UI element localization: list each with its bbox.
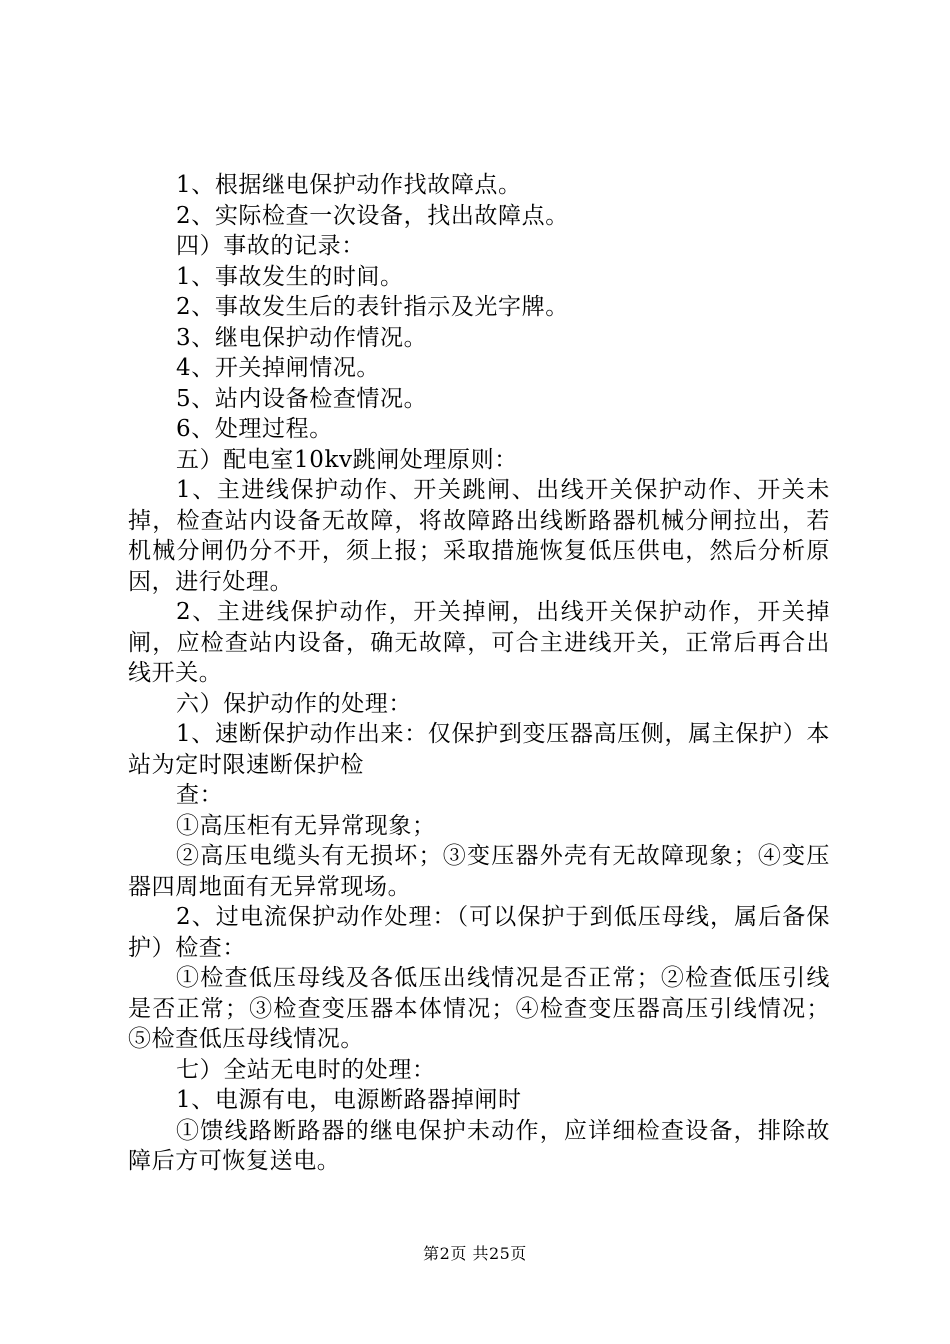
paragraph: 3、继电保护动作情况。: [176, 324, 428, 351]
paragraph: 6、处理过程。: [176, 416, 333, 442]
page-number-label: 第2页 共25页: [423, 1244, 527, 1263]
paragraph: 1、电源有电，电源断路器掉闸时: [176, 1087, 522, 1113]
paragraph: 1、事故发生的时间。: [176, 263, 404, 290]
paragraph: 1、主进线保护动作、开关跳闸、出线开关保护动作、开关未掉，检查站内设备无故障，将故障路出线断路器机械分闸拉出，若机械分闸仍分不开，须上报；采取措施恢复低压供电，然后分析原因，进行处理。: [128, 477, 830, 595]
paragraph: 2、实际检查一次设备，找出故障点。: [176, 202, 569, 229]
paragraph: 2、过电流保护动作处理：（可以保护于到低压母线，属后备保护）检查：: [128, 904, 830, 961]
document-body: [128, 170, 830, 1177]
section-heading: 六）保护动作的处理：: [176, 690, 412, 717]
paragraph: ②高压电缆头有无损坏；③变压器外壳有无故障现象；④变压器四周地面有无异常现场。: [128, 843, 830, 900]
paragraph: 4、开关掉闸情况。: [176, 355, 381, 381]
paragraph: 1、速断保护动作出来：仅保护到变压器高压侧，属主保护）本站为定时限速断保护检: [128, 721, 830, 778]
paragraph: 5、站内设备检查情况。: [176, 385, 428, 412]
paragraph: 2、主进线保护动作，开关掉闸，出线开关保护动作，开关掉闸，应检查站内设备，确无故障，可合主进线开关，正常后再合出线开关。: [128, 599, 830, 686]
paragraph: 1、根据继电保护动作找故障点。: [176, 172, 522, 198]
section-heading: 四）事故的记录：: [176, 233, 365, 259]
page-footer: [0, 1244, 950, 1264]
section-heading: 五）配电室10kv跳闸处理原则：: [176, 446, 518, 473]
section-heading: 七）全站无电时的处理：: [176, 1056, 436, 1083]
paragraph: 查：: [176, 782, 224, 808]
paragraph: 2、事故发生后的表针指示及光字牌。: [176, 294, 569, 320]
paragraph: ①检查低压母线及各低压出线情况是否正常；②检查低压引线是否正常；③检查变压器本体情况；④检查变压器高压引线情况；⑤检查低压母线情况。: [128, 965, 830, 1052]
paragraph: ①高压柜有无异常现象；: [176, 812, 436, 839]
paragraph: ①馈线路断路器的继电保护未动作，应详细检查设备，排除故障后方可恢复送电。: [128, 1117, 830, 1174]
